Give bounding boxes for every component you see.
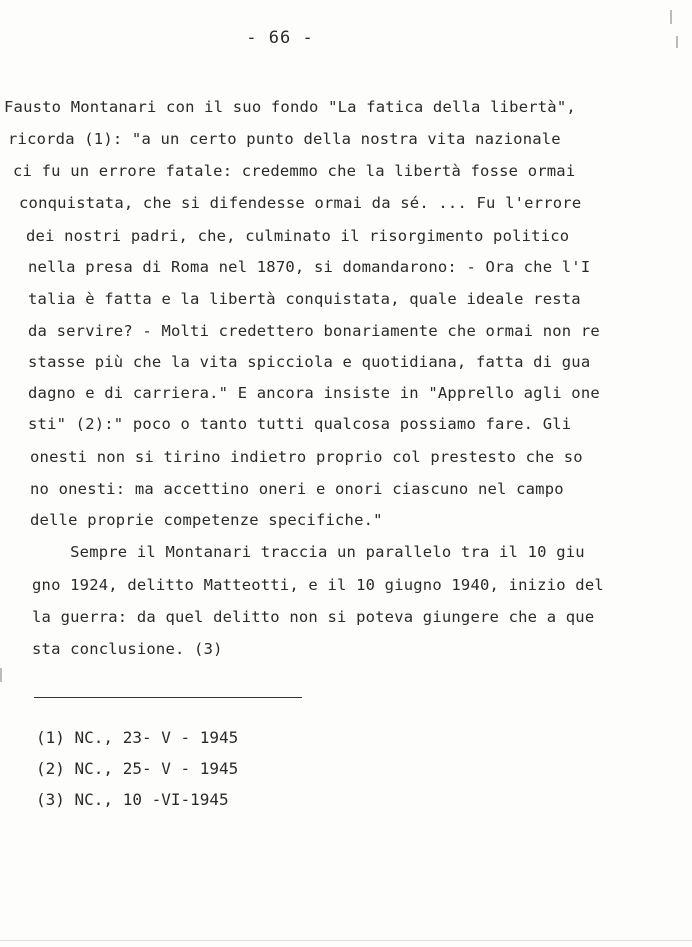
body-line: talia è fatta e la libertà conquistata, quale ideale resta xyxy=(28,290,581,308)
scan-edge-mark xyxy=(670,10,672,24)
body-line: nella presa di Roma nel 1870, si domandarono: - Ora che l'I xyxy=(28,258,591,276)
body-line: ricorda (1): "a un certo punto della nostra vita nazionale xyxy=(8,130,561,148)
body-line: dagno e di carriera." E ancora insiste in "Apprello agli one xyxy=(28,384,600,402)
footnote-separator xyxy=(34,697,302,698)
body-line: dei nostri padri, che, culminato il risorgimento politico xyxy=(26,227,570,245)
page-number: - 66 - xyxy=(246,28,314,48)
scan-bottom-edge xyxy=(0,940,692,941)
body-line: no onesti: ma accettino oneri e onori ciascuno nel campo xyxy=(30,480,564,498)
footnote: (3) NC., 10 -VI-1945 xyxy=(36,790,229,809)
body-line: la guerra: da quel delitto non si poteva giungere che a que xyxy=(32,608,595,626)
body-line: Fausto Montanari con il suo fondo "La fatica della libertà", xyxy=(4,98,576,116)
body-line: sta conclusione. (3) xyxy=(32,640,223,658)
body-line: delle proprie competenze specifiche." xyxy=(30,511,383,529)
scan-edge-mark xyxy=(676,36,678,48)
body-line: gno 1924, delitto Matteotti, e il 10 giugno 1940, inizio del xyxy=(32,576,604,594)
footnote: (1) NC., 23- V - 1945 xyxy=(36,728,239,747)
body-line: sti" (2):" poco o tanto tutti qualcosa possiamo fare. Gli xyxy=(28,415,572,433)
body-line: conquistata, che si difendesse ormai da sé. ... Fu l'errore xyxy=(19,194,582,212)
body-line: Sempre il Montanari traccia un parallelo tra il 10 giu xyxy=(32,543,585,561)
body-line: ci fu un errore fatale: credemmo che la libertà fosse ormai xyxy=(13,162,576,180)
scan-edge-mark xyxy=(0,668,2,682)
body-line: da servire? - Molti credettero bonariamente che ormai non re xyxy=(28,322,600,340)
body-line: stasse più che la vita spicciola e quotidiana, fatta di gua xyxy=(28,353,591,371)
body-line: onesti non si tirino indietro proprio col prestesto che so xyxy=(30,448,583,466)
footnote: (2) NC., 25- V - 1945 xyxy=(36,759,239,778)
